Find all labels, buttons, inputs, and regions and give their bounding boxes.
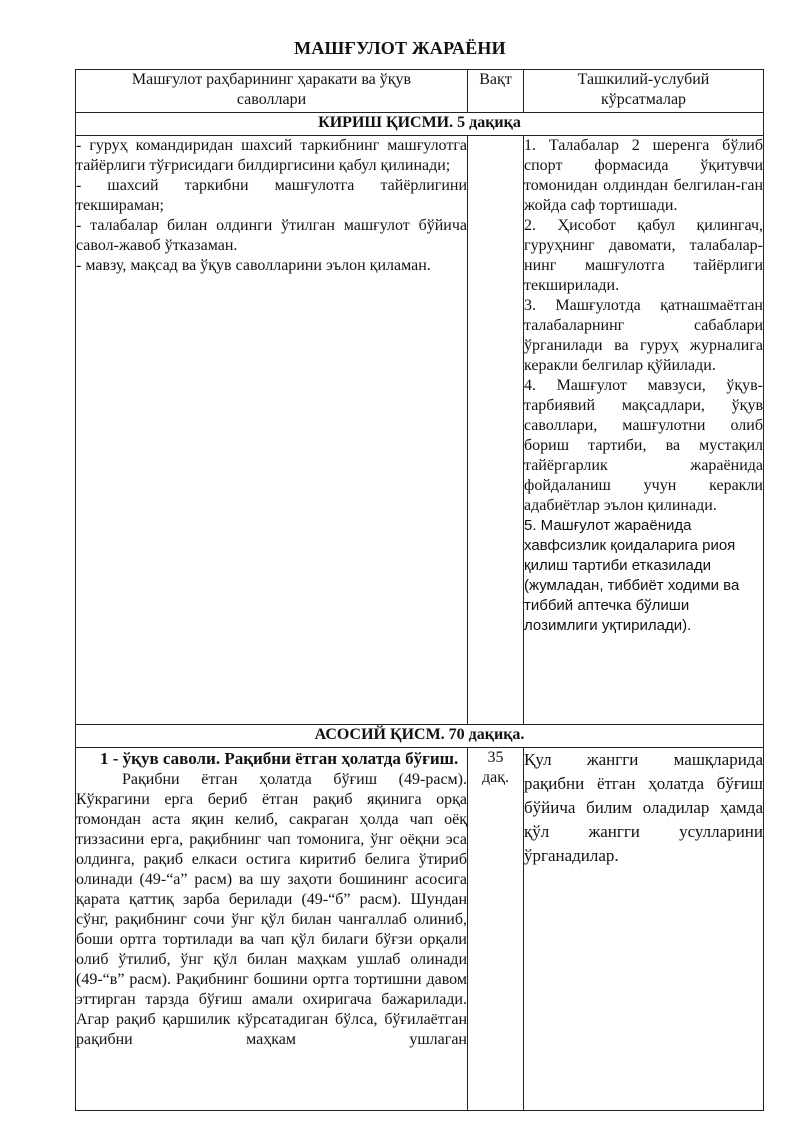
intro-instruction-item: 1. Талабалар 2 шеренга бўлиб спорт формасида ўқитувчи томонидан олдиндан белгилан-ган жойда саф тортишади. bbox=[524, 137, 763, 214]
main-content-row bbox=[76, 748, 764, 1111]
intro-actions-cell bbox=[76, 136, 468, 725]
question-title: 1 - ўқув саволи. Рақибни ётган ҳолатда бўғиш. bbox=[100, 749, 459, 768]
intro-instruction-item: 2. Ҳисобот қабул қилингач, гуруҳнинг давомати, талабалар-нинг машғулотга тайёрлиги текширилади. bbox=[524, 217, 763, 294]
page-title: МАШҒУЛОТ ЖАРАЁНИ bbox=[294, 38, 506, 58]
header-actions bbox=[76, 70, 468, 113]
question-body: Рақибни ётган ҳолатда бўғиш (49-расм). Кўкрагини ерга бериб ётган рақиб яқинига орқа томондан аста яқин келиб, сакраган ҳолда чап оёқ тиззасини ерга, рақибнинг чап томонига, ўнг оёқни эса олдинга, рақиб елкаси остига киритиб белига ўтириб олинади (49-“а” расм) ва шу заҳоти бошининг асосига қарата қаттиқ зарба берилади (49-“б” расм). Шундан сўнг, рақибнинг сочи ўнг қўл билан чангаллаб олиниб, боши ортга тортилади ва чап қўл билаги бўғзи орқали олиб ўтилиб, ўнг қўл билан маҳкам ушлаб олинади (49-“в” расм). Рақибнинг бошини ортга тортишни давом эттирган тарзда бўғиш амали охиригача бажарилади. Агар рақиб қаршилик кўрсатадиган бўлса, бўғилаётган рақибни маҳкам ушлаган bbox=[76, 771, 467, 1048]
intro-section-row bbox=[76, 113, 764, 136]
intro-action-item: - шахсий таркибни машғулотга тайёрлигини текшираман; bbox=[76, 177, 467, 214]
header-actions-line1: Машғулот раҳбарининг ҳаракати ва ўқув bbox=[131, 71, 412, 88]
intro-action-item: - гуруҳ командиридан шахсий таркибнинг машғулотга тайёрлиги тўғрисидаги билдиргисини қабул қилинади; bbox=[76, 137, 467, 174]
header-instructions-line2: кўрсатмалар bbox=[600, 91, 687, 108]
main-instruction-cell bbox=[524, 748, 764, 1111]
intro-content-row bbox=[76, 136, 764, 725]
header-instructions-line1: Ташкилий-услубий bbox=[577, 71, 710, 88]
main-section-row bbox=[76, 725, 764, 748]
intro-instruction-item: 3. Машғулотда қатнашмаётган талабаларнинг сабаблари ўрганилади ва гуруҳ журналига керакли белгилар қўйилади. bbox=[524, 297, 763, 374]
main-question-cell bbox=[76, 748, 468, 1111]
intro-action-item: - мавзу, мақсад ва ўқув саволларини эълон қиламан. bbox=[76, 257, 431, 274]
header-time bbox=[468, 70, 524, 113]
table-header-row bbox=[76, 70, 764, 113]
main-time-cell bbox=[468, 748, 524, 1111]
time-unit: дақ. bbox=[481, 769, 509, 786]
intro-time-cell bbox=[468, 136, 524, 725]
main-section-title: АСОСИЙ ҚИСМ. 70 дақиқа. bbox=[76, 725, 764, 748]
time-value: 35 bbox=[487, 749, 504, 766]
header-actions-line2: саволлари bbox=[236, 91, 307, 108]
intro-action-item: - талабалар билан олдинги ўтилган машғулот бўйича савол-жавоб ўтказаман. bbox=[76, 217, 467, 254]
main-instruction-text: Қул жангги машқларида рақибни ётган ҳолатда бўғиш бўйича билим оладилар ҳамда қўл жангги усулларини ўрганадилар. bbox=[524, 750, 763, 865]
intro-instruction-item: 4. Машғулот мавзуси, ўқув-тарбиявий мақсадлари, ўқув саволлари, машғулотни олиб бориш тартиби, ва мустақил тайёргарлик жараёнида фойдаланиш учун керакли адабиётлар эълон қилинади. bbox=[524, 377, 763, 514]
intro-section-title: КИРИШ ҚИСМИ. 5 дақиқа bbox=[76, 113, 764, 136]
header-instructions bbox=[524, 70, 764, 113]
intro-instructions-cell bbox=[524, 136, 764, 725]
lesson-table bbox=[75, 69, 764, 1111]
intro-instruction-item: 5. Машғулот жараёнида хавфсизлик қоидаларига риоя қилиш тартиби етказилади (жумладан, тиббиёт ходими ва тиббий аптечка бўлиши лозимлиги уқтирилади). bbox=[524, 517, 740, 634]
header-time-label: Вақт bbox=[479, 71, 512, 88]
